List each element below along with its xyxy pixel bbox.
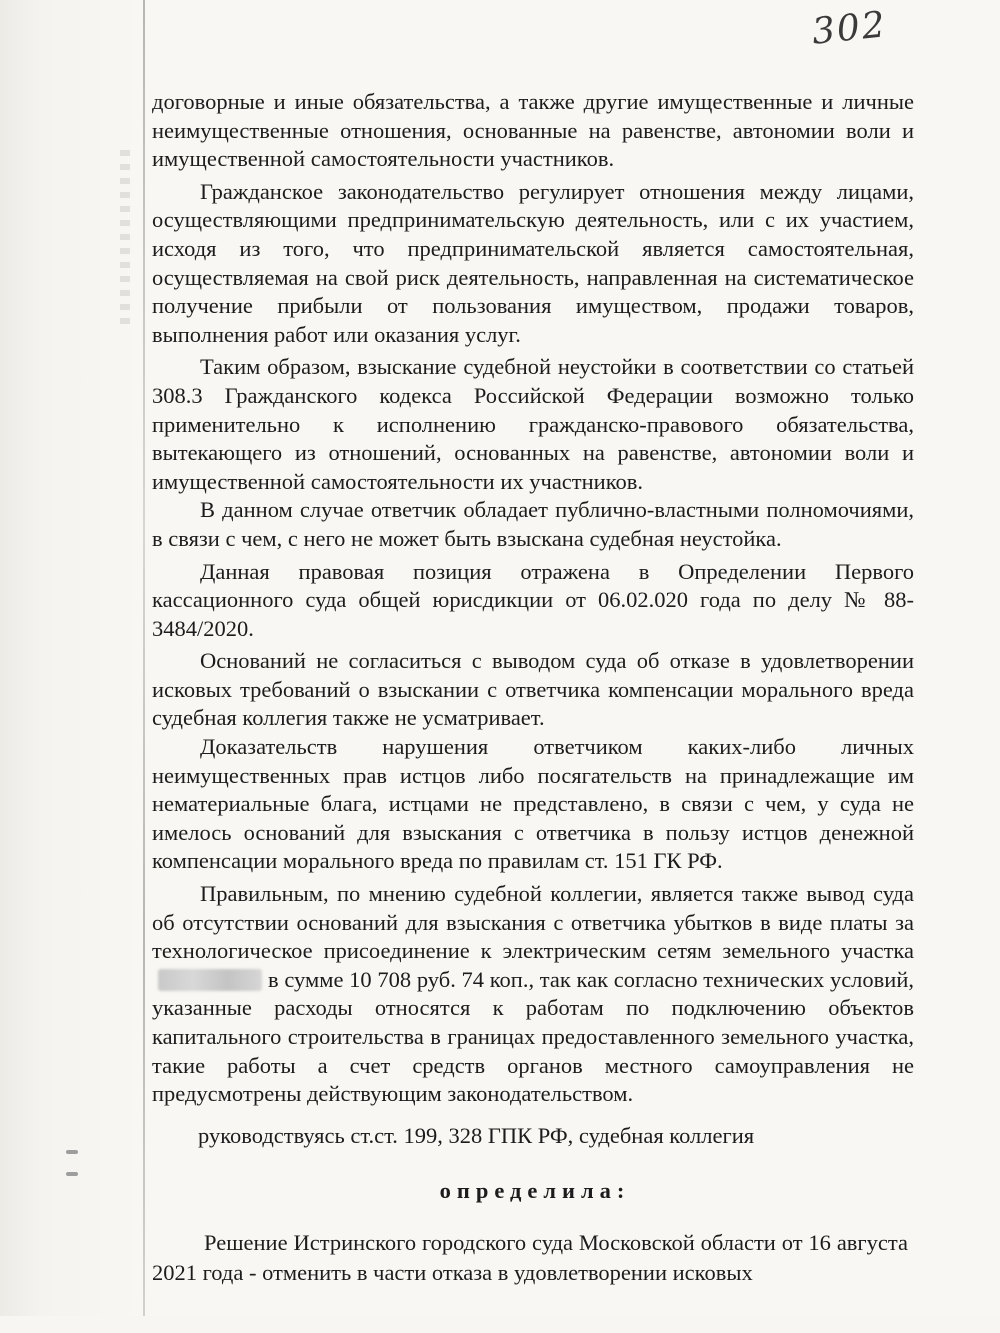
punch-hole-mark (66, 1150, 78, 1154)
paragraph-with-redaction (152, 880, 914, 1109)
redacted-name (158, 969, 262, 991)
paragraph: Оснований не согласиться с выводом суда об отказе в удовлетворении исковых требований о взыскании с ответчика компенсации морального вреда судебная коллегия также не усматривает. (152, 648, 914, 731)
punch-hole-mark (66, 1172, 78, 1176)
paragraph-part: Правильным, по мнению судебной коллегии, является также вывод суда об отсутствии оснований для взыскания с ответчика убытков в виде платы за технологическое присоединение к электрическим сетям земельного участка (152, 881, 914, 964)
paragraph: Доказательств нарушения ответчиком каких-либо личных неимущественных прав истцов либо посягательств на принадлежащие им нематериальные блага, истцами не представлено, в связи с чем, у суда не имелось оснований для взыскания с ответчика в пользу истцов денежной компенсации морального вреда по правилам ст. 151 ГК РФ. (152, 734, 914, 874)
ruling-heading: определила: (439, 1178, 631, 1203)
paragraph: Данная правовая позиция отражена в Определении Первого кассационного суда общей юрисдикции от 06.02.020 года по делу № 88-3484/2020. (152, 558, 914, 641)
binding-edge-line (143, 0, 145, 1333)
decision-paragraph: Решение Истринского городского суда Московской области от 16 августа 2021 года - отменить в части отказа в удовлетворении исковых (152, 1230, 908, 1285)
decision-text (152, 1228, 908, 1288)
page-bottom-cut (0, 1316, 1000, 1333)
paragraph: Гражданское законодательство регулирует отношения между лицами, осуществляющими предпринимательскую деятельность, или с их участием, исходя из того, что предпринимательской является самостоятельная, осуществляемая на свой риск деятельность, направленная на систематическое получение прибыли от пользования имуществом, продажи товаров, выполнения работ или оказания услуг. (152, 178, 914, 347)
paragraph: В данном случае ответчик обладает публично-властными полномочиями, в связи с чем, с него не может быть взыскана судебная неустойка. (152, 497, 914, 551)
paragraph: Таким образом, взыскание судебной неустойки в соответствии со статьей 308.3 Гражданского кодекса Российской Федерации возможно только применительно к исполнению гражданско-правового обязательства, вытекающего из отношений, основанных на равенстве, автономии воли и имущественной самостоятельности их участников. (152, 354, 914, 494)
body-text (152, 88, 914, 1109)
scan-bleed-through (120, 150, 130, 330)
conclusion-line: руководствуясь ст.ст. 199, 328 ГПК РФ, судебная коллегия (198, 1123, 755, 1148)
operative-intro (152, 1122, 914, 1151)
paragraph-part: в сумме 10 708 руб. 74 коп., так как согласно технических условий, указанные расходы относятся к работам по подключению объектов капитального строительства в границах предоставленного земельного участка, такие работы а счет средств органов местного самоуправления не предусмотрены действующим законодательством. (152, 966, 914, 1107)
paragraph: договорные и иные обязательства, а также другие имущественные и личные неимущественные отношения, основанные на равенстве, автономии воли и имущественной самостоятельности участников. (152, 89, 914, 172)
handwritten-page-number: 302 (810, 4, 889, 53)
